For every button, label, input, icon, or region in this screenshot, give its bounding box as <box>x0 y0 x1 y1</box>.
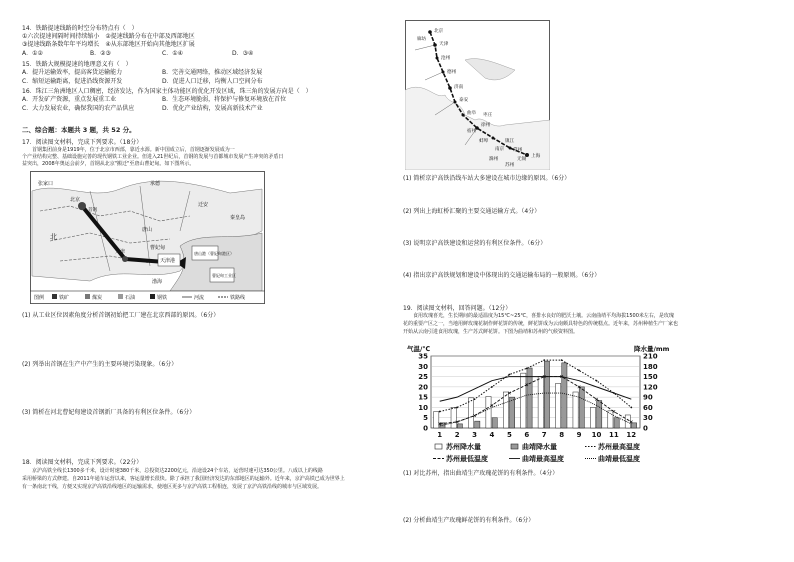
q16-choice-d[interactable]: D．优化产业结构，发展高新技术产业 <box>162 105 263 112</box>
map-label-zhangjiakou: 张家口 <box>38 181 54 187</box>
bar-suzhou-precip <box>468 398 473 428</box>
rail-label-zhenjiang: 镇江 <box>505 139 515 144</box>
legend-label: 苏州降水量 <box>446 443 481 451</box>
jinghu-railway-map <box>405 20 550 170</box>
bar-suzhou-precip <box>434 412 439 428</box>
y-right-tick-label: 60 <box>643 403 653 412</box>
rail-label-jinan: 济南 <box>454 85 464 90</box>
x-tick-label: 2 <box>454 431 460 439</box>
q17-material-line1: 首钢集团前身是1919年，位于北京市西部，靠近水源。新中国成立后，首钢逐渐发展成为一 <box>22 147 235 153</box>
y-left-axis-label: 气温/℃ <box>407 345 431 353</box>
legend-label: 苏州最高温度 <box>598 443 640 451</box>
rail-label-cangzhou: 沧州 <box>441 56 451 61</box>
map-label-shougang: 首钢 <box>88 208 97 213</box>
map-label-qinhuangdao: 秦皇岛 <box>230 215 246 221</box>
map-label-beijing: 北京 <box>70 197 81 203</box>
q19-stem: 19．阅读图文材料，回答问题。（12分） <box>403 305 512 312</box>
right-column <box>397 0 794 562</box>
q19-sub1: (1) 对比苏州，指出曲靖生产玫瑰花饼的有利条件。（4分） <box>403 470 559 477</box>
q17-material-line2: 个产业结构完整、基础设施完善的现代钢铁工业企业。但进入21世纪后，首钢的发展与首都城市发展产生冲突的矛盾日 <box>22 154 284 160</box>
bar-qujing-precip <box>562 363 567 428</box>
y-left-tick-label: 20 <box>418 383 428 392</box>
q17-stem: 17．阅读图文材料，完成下列要求。（18分） <box>22 139 143 146</box>
bar-qujing-precip <box>510 397 515 428</box>
legend-label: 曲靖最高温度 <box>522 455 564 463</box>
q16-choice-b[interactable]: B．生态环境脆弱，将保护与修复环境放在首位 <box>162 96 287 103</box>
line-point <box>439 411 441 413</box>
q14-opt2: ③提速线路条数年年平均增长 ④从东部地区开始向其他地区扩展 <box>22 41 195 48</box>
y-right-tick-label: 0 <box>643 424 648 433</box>
q18-stem: 18．阅读图文材料，完成下列要求。（22分） <box>22 459 143 466</box>
q18-material-line2: 采用桥梁的方式修建。自2011年通车运营以来，客运量增长很快。除了承担了我国经济发达的东部地区的运输外。近年来，京沪高铁已成为世界上 <box>22 476 345 482</box>
y-left-tick-label: 15 <box>418 393 428 402</box>
q18-sub3: (3) 说明京沪高铁建设和运营的有利区位条件。（6分） <box>403 240 547 247</box>
q17-sub2: (2) 列举出首钢在生产中产生的主要环境污染现象。（6分） <box>22 361 178 368</box>
y-left-tick-label: 25 <box>418 373 428 382</box>
bar-qujing-precip <box>457 424 462 428</box>
rail-label-zaozhuang: 枣庄 <box>483 113 493 118</box>
q17-sub1: (1) 从工业区位因素角度分析首钢初始把工厂建在北京西部的原因。（6分） <box>22 312 220 319</box>
line-point <box>456 407 458 409</box>
q18-material-line3: 有一条南北干线，方便又实现京沪高铁沿线地区的运输需求，使地区更多与京沪高铁工程相连，发展了京沪高铁沿线的城市与区域发展。 <box>22 484 323 490</box>
q19-sub2: (2) 分析曲靖生产玫瑰鲜花饼的有利条件。（6分） <box>403 517 535 524</box>
x-tick-label: 6 <box>524 431 530 439</box>
line-point <box>596 380 598 382</box>
map-label-chengde: 承德 <box>150 181 161 187</box>
x-tick-label: 3 <box>472 431 477 439</box>
rail-label-xuzhou: 徐州 <box>481 123 491 128</box>
rail-label-bengbu: 蚌埠 <box>479 139 489 144</box>
map-legend-river: 河流 <box>194 295 205 301</box>
bar-suzhou-precip <box>538 377 543 428</box>
line-point <box>474 398 476 400</box>
q16-choice-c[interactable]: C．大力发展农业，确保我国的农产品供应 <box>22 105 135 112</box>
map-label-bohai: 渤海 <box>152 279 163 285</box>
q19-material-line1: 食用玫瑰喜光，生长期间的最适温度为15℃~25℃，喜排水良好的肥沃土壤。云南曲靖平均海拔1500米左右，是玫瑰 <box>403 313 674 319</box>
legend-swatch <box>435 444 442 449</box>
rail-label-langfang: 廊坊 <box>417 37 427 42</box>
y-right-tick-label: 30 <box>643 414 653 423</box>
x-tick-label: 9 <box>576 431 582 439</box>
legend-label: 曲靖最低温度 <box>598 455 640 463</box>
y-right-tick-label: 180 <box>643 362 658 371</box>
line-point <box>491 386 493 388</box>
map-label-tianjin-port: 天津港 <box>160 258 176 264</box>
bar-qujing-precip <box>544 361 549 428</box>
q15-stem: 15．铁路大规模提速的地理意义有（ ） <box>22 61 132 68</box>
y-left-tick-label: 10 <box>418 403 428 412</box>
rail-label-wuxi: 无锡 <box>517 157 527 162</box>
map-label-tianjin: 天津 <box>115 249 126 255</box>
map-legend-title: 图例 <box>34 295 45 301</box>
x-tick-label: 7 <box>541 431 547 439</box>
q14-choice-c[interactable]: C．①④ <box>162 50 183 57</box>
rail-label-dezhou: 德州 <box>447 70 457 75</box>
q19-material-line2: 花的重要产区之一，当地用鲜玫瑰花制作鲜花饼的传统，鲜花饼成为云南颇具特色的传统糕点。近年来，苏州种植生产厂家也 <box>403 321 679 327</box>
y-left-tick-label: 30 <box>418 362 428 371</box>
map-legend-steel: 钢铁 <box>157 295 168 301</box>
map-label-qianan: 迁安 <box>198 202 209 208</box>
q14-stem: 14．铁路提速线路的时空分布特点有（ ） <box>22 25 138 32</box>
bar-suzhou-precip <box>486 396 491 428</box>
map-legend-coal: 煤炭 <box>92 295 103 301</box>
rail-label-chuzhou: 滁州 <box>489 157 499 162</box>
rail-label-suzhou: 苏州 <box>505 163 515 168</box>
q14-choice-d[interactable]: D．③④ <box>232 50 254 57</box>
map-legend-iron: 铁矿 <box>59 295 70 301</box>
y-left-tick-label: 5 <box>423 414 428 423</box>
map-legend-oil: 石油 <box>125 295 136 301</box>
x-tick-label: 1 <box>437 431 443 439</box>
q15-choice-b[interactable]: B．完善交通网络，推动区域经济发展 <box>162 69 263 76</box>
rail-label-qufu: 曲阜 <box>467 111 477 116</box>
q17-map <box>30 171 265 304</box>
y-right-tick-label: 120 <box>643 383 658 392</box>
q15-choice-d[interactable]: D．促进人口迁移，均衡人口空间分布 <box>162 78 263 85</box>
rail-label-beijing: 北京 <box>434 29 444 34</box>
bar-suzhou-precip <box>521 373 526 428</box>
y-right-tick-label: 210 <box>643 352 658 361</box>
rail-label-suzhou-ah: 宿州 <box>467 129 477 134</box>
q18-sub2: (2) 列出上海虹桥汇聚的主要交通运输方式。（4分） <box>403 208 541 215</box>
q17-material-line3: 益突出，2008年奥运会前夕，首钢从北京"搬迁"至唐山曹妃甸。如下图所示。 <box>22 161 195 167</box>
y-left-tick-label: 0 <box>423 424 428 433</box>
rail-label-taian: 泰安 <box>459 98 469 103</box>
bar-qujing-precip <box>492 418 497 428</box>
y-right-axis-label: 降水量/mm <box>634 345 670 353</box>
bar-qujing-precip <box>475 421 480 428</box>
y-right-tick-label: 150 <box>643 373 658 382</box>
q14-choice-b[interactable]: B．②③ <box>90 50 111 57</box>
legend-swatch <box>511 444 518 449</box>
rail-label-changzhou: 常州 <box>513 148 523 153</box>
rail-label-shanghai: 上海 <box>531 154 541 159</box>
x-tick-label: 5 <box>506 431 512 439</box>
q19-material-line3: 开始从云南引进食用玫瑰，生产苏式鲜花饼。下图为曲靖和苏州的气候资料图。 <box>403 329 579 335</box>
q16-stem: 16．珠江三角洲地区人口稠密，经济发达，作为国家主体功能区的优化开发区域，珠三角的发展方向是（ ） <box>22 88 312 95</box>
q17-sub3: (3) 简析在河北曹妃甸建设首钢新厂具备的有利区位条件。（6分） <box>22 409 196 416</box>
map-label-tangshan-port: 唐山港（曹妃甸港区） <box>194 251 234 256</box>
bar-suzhou-precip <box>451 407 456 428</box>
x-tick-label: 11 <box>609 431 619 439</box>
q15-choice-a[interactable]: A．提升运输效率，提高客货运输能力 <box>22 69 123 76</box>
q18-material-line1: 京沪高铁全线长1300多千米，设计时速380千米，总投资达2200亿元，沿途设24个车站，运营时速可达350公里。八成以上的线路 <box>22 468 323 474</box>
bar-qujing-precip <box>614 418 619 428</box>
q15-choice-c[interactable]: C．缩短运输距离，促进沿线资源开发 <box>22 78 123 85</box>
climate-chart <box>405 340 673 465</box>
q14-choice-a[interactable]: A．①② <box>22 50 43 57</box>
map-label-tangshan: 唐山 <box>142 227 153 233</box>
q18-sub4: (4) 指出京沪高铁规划和建设中体现出的交通运输布局的一般原则。（6分） <box>403 272 601 279</box>
bar-suzhou-precip <box>556 383 561 428</box>
line-point <box>508 374 510 376</box>
bar-qujing-precip <box>579 387 584 428</box>
x-tick-label: 8 <box>559 431 565 439</box>
map-label-caofeidian: 曹妃甸 <box>150 245 166 251</box>
line-point <box>578 370 580 372</box>
q14-opt1: ①六次提速间隔时间持续缩小 ②提速线路分布在中部及西部地区 <box>22 33 195 40</box>
y-right-tick-label: 90 <box>643 393 653 402</box>
section-title: 二、综合题：本题共 3 题，共 52 分。 <box>22 126 136 134</box>
map-label-north: 北 <box>50 233 57 241</box>
q16-choice-a[interactable]: A．开发矿产资源，重点发展重工业 <box>22 96 117 103</box>
y-left-tick-label: 35 <box>418 352 428 361</box>
bar-suzhou-precip <box>573 392 578 428</box>
rail-label-tianjin: 天津 <box>439 42 449 47</box>
line-point <box>561 359 563 361</box>
bar-qujing-precip <box>597 401 602 428</box>
bar-suzhou-precip <box>590 407 595 428</box>
map-legend-railway: 铁路线 <box>230 295 246 301</box>
q18-sub1: (1) 简析京沪高铁沿线车站大多建设在城市边缘的原因。（6分） <box>403 175 571 182</box>
legend-label: 苏州最低温度 <box>446 455 488 463</box>
map-label-caofeidian-zone: 曹妃甸工业区 <box>212 273 236 278</box>
legend-label: 曲靖降水量 <box>522 443 557 451</box>
bar-qujing-precip <box>631 423 636 428</box>
line-point <box>526 367 528 369</box>
line-series-1 <box>440 377 632 402</box>
x-tick-label: 12 <box>626 431 637 439</box>
line-point <box>630 407 632 409</box>
x-tick-label: 10 <box>591 431 602 439</box>
bar-suzhou-precip <box>503 392 508 428</box>
x-tick-label: 4 <box>489 431 495 439</box>
rail-label-nanjing: 南京 <box>495 147 505 152</box>
line-point <box>543 359 545 361</box>
